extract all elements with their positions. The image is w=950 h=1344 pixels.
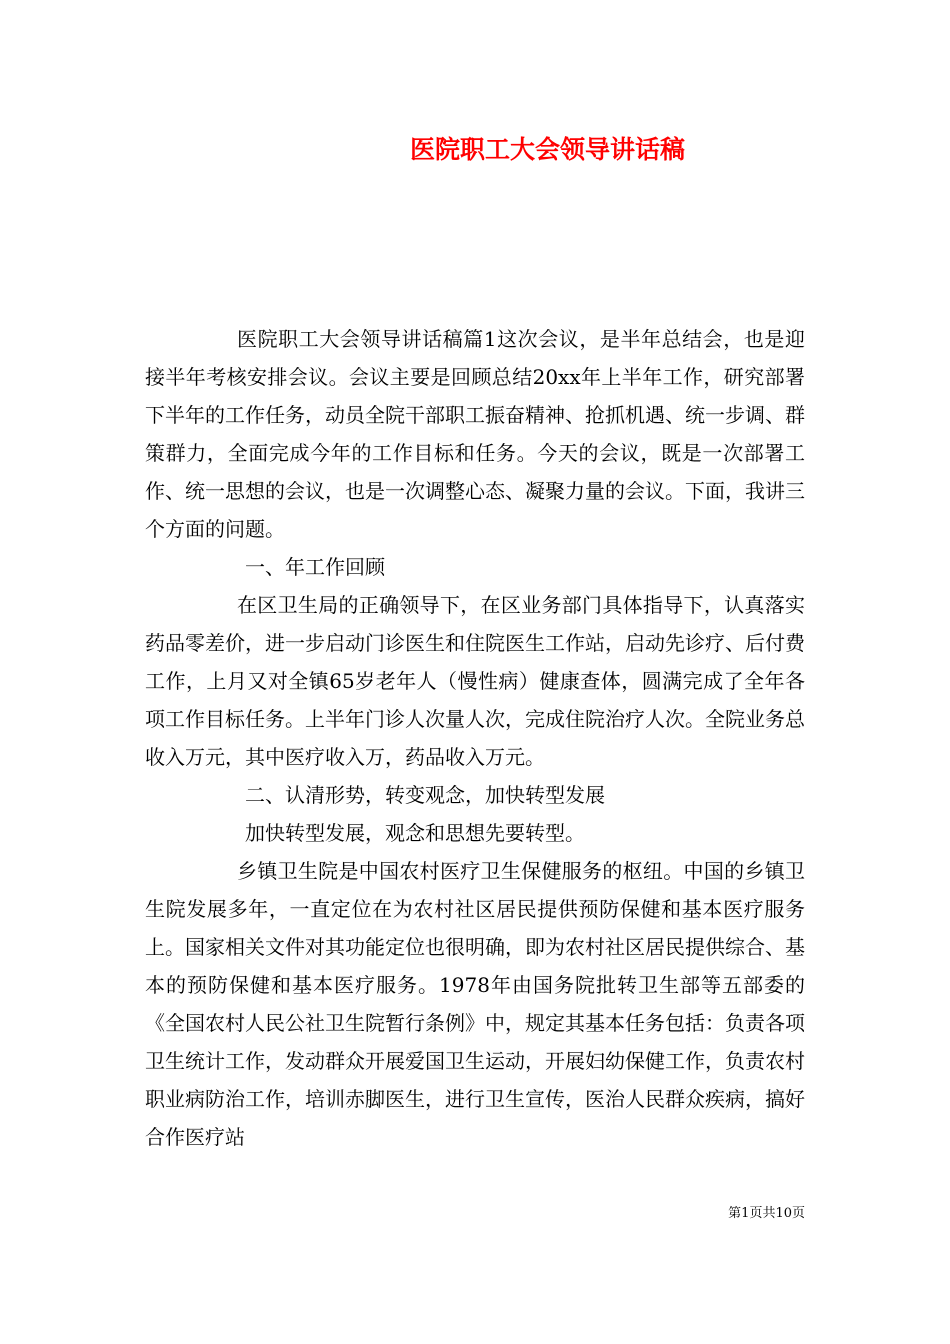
document-body <box>145 320 805 1156</box>
page-number: 第1页共10页 <box>728 1206 805 1221</box>
paragraph-review: 在区卫生局的正确领导下，在区业务部门具体指导下，认真落实药品零差价，进一步启动门诊医生和住院医生工作站，启动先诊疗、后付费工作，上月又对全镇65岁老年人（慢性病）健康查体，圆满完成了全年各项工作目标任务。上半年门诊人次量人次，完成住院治疗人次。全院业务总收入万元，其中医疗收入万，药品收入万元。 <box>145 593 805 769</box>
section-subheading: 加快转型发展，观念和思想先要转型。 <box>245 821 585 845</box>
section-heading-1: 一、年工作回顾 <box>245 555 385 579</box>
section-heading-2: 二、认清形势，转变观念，加快转型发展 <box>245 783 605 807</box>
paragraph-township-hospital: 乡镇卫生院是中国农村医疗卫生保健服务的枢纽。中国的乡镇卫生院发展多年，一直定位在为农村社区居民提供预防保健和基本医疗服务上。国家相关文件对其功能定位也很明确，即为农村社区居民提供综合、基本的预防保健和基本医疗服务。1978年由国务院批转卫生部等五部委的《全国农村人民公社卫生院暂行条例》中，规定其基本任务包括：负责各项卫生统计工作，发动群众开展爱国卫生运动，开展妇幼保健工作，负责农村职业病防治工作，培训赤脚医生，进行卫生宣传，医治人民群众疾病，搞好合作医疗站 <box>145 859 805 1149</box>
document-title: 医院职工大会领导讲话稿 <box>409 135 685 164</box>
paragraph-intro: 医院职工大会领导讲话稿篇1这次会议，是半年总结会，也是迎接半年考核安排会议。会议主要是回顾总结20xx年上半年工作，研究部署下半年的工作任务，动员全院干部职工振奋精神、抢抓机遇、统一步调、群策群力，全面完成今年的工作目标和任务。今天的会议，既是一次部署工作、统一思想的会议，也是一次调整心态、凝聚力量的会议。下面，我讲三个方面的问题。 <box>145 327 805 541</box>
